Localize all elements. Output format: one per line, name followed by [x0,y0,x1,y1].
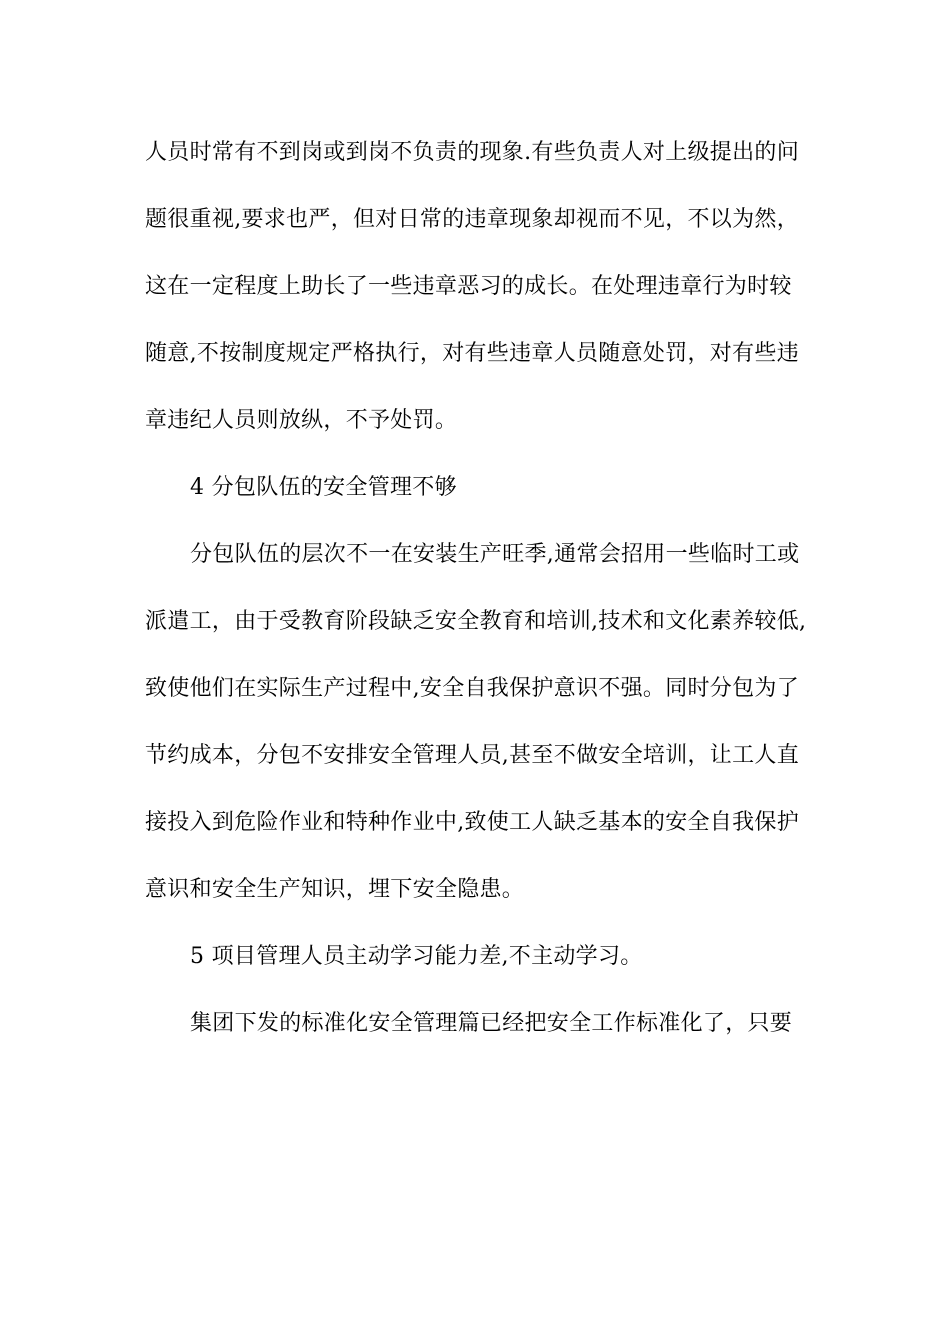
section-heading: 5 项目管理人员主动学习能力差,不主动学习。 [190,944,643,969]
paragraph-line: 派遣工，由于受教育阶段缺乏安全教育和培训,技术和文化素养较低, [145,609,807,634]
paragraph-line: 集团下发的标准化安全管理篇已经把安全工作标准化了，只要 [190,1011,793,1036]
paragraph-line: 随意,不按制度规定严格执行，对有些违章人员随意处罚，对有些违 [145,341,799,366]
paragraph-line: 分包队伍的层次不一在安装生产旺季,通常会招用一些临时工或 [190,542,800,567]
paragraph-line: 接投入到危险作业和特种作业中,致使工人缺乏基本的安全自我保护 [145,810,799,835]
section-heading: 4 分包队伍的安全管理不够 [190,475,457,500]
paragraph-line: 致使他们在实际生产过程中,安全自我保护意识不强。同时分包为了 [145,676,799,701]
paragraph-line: 这在一定程度上助长了一些违章恶习的成长。在处理违章行为时较 [145,274,792,299]
paragraph-line: 节约成本，分包不安排安全管理人员,甚至不做安全培训，让工人直 [145,743,799,768]
paragraph-line: 人员时常有不到岗或到岗不负责的现象.有些负责人对上级提出的问 [145,140,799,165]
paragraph-line: 章违纪人员则放纵，不予处罚。 [145,408,458,433]
paragraph-line: 意识和安全生产知识，埋下安全隐患。 [145,877,525,902]
paragraph-line: 题很重视,要求也严，但对日常的违章现象却视而不见，不以为然， [145,207,799,232]
